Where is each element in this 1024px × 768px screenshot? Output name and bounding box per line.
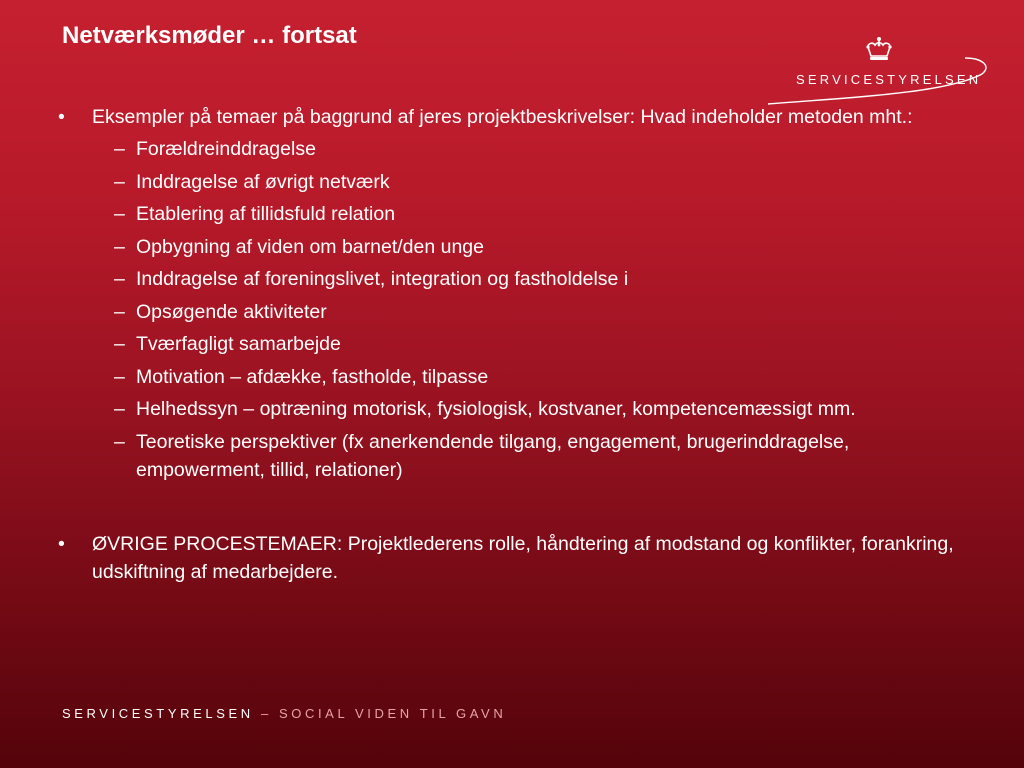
sub-item [58,330,958,358]
bullet-marker: • [58,532,65,555]
sub-list [58,135,958,484]
sub-item [58,135,958,163]
dash-marker: – [114,398,125,420]
sub-item-text: Inddragelse af foreningslivet, integration og fastholdelse i [136,268,629,290]
sub-item-text: Motivation – afdække, fastholde, tilpasse [136,365,489,388]
logo-text: SERVICESTYRELSEN [796,72,982,87]
sub-item [58,363,958,391]
sub-item-text: Forældreinddragelse [136,138,316,160]
dash-marker: – [114,170,125,193]
sub-item-text: Opsøgende aktiviteter [136,300,327,323]
bullet-item-2 [58,530,958,586]
sub-item [58,200,958,228]
sub-item [58,428,958,484]
sub-item-text: Teoretiske perspektiver (fx anerkendende tilgang, engagement, brugerinddragelse, empowerment, tillid, relationer) [136,430,850,481]
dash-marker: – [114,430,125,453]
sub-item [58,298,958,326]
sub-item-text: Etablering af tillidsfuld relation [136,203,396,225]
sub-item-text: Inddragelse af øvrigt netværk [136,170,390,193]
footer-tagline: – SOCIAL VIDEN TIL GAVN [253,706,507,721]
sub-item [58,233,958,261]
servicestyrelsen-logo [760,36,990,106]
dash-marker: – [114,235,125,258]
dash-marker: – [114,300,125,323]
crown-icon [864,36,894,66]
sub-item [58,168,958,196]
slide-title: Netværksmøder … fortsat [62,22,357,49]
dash-marker: – [114,333,125,355]
dash-marker: – [114,365,125,388]
sub-item-text: Opbygning af viden om barnet/den unge [136,235,485,258]
dash-marker: – [114,138,125,160]
bullet-item-1 [58,103,958,131]
bullet-marker: • [58,106,65,128]
sub-item [58,265,958,293]
footer-org: SERVICESTYRELSEN [62,706,254,721]
sub-item-text: Tværfagligt samarbejde [136,333,341,355]
bullet-text: Eksempler på temaer på baggrund af jeres projektbeskrivelser: Hvad indeholder metoden mht.: [92,106,913,128]
slide-content [58,103,958,586]
sub-item-text: Helhedssyn – optræning motorisk, fysiologisk, kostvaner, kompetencemæssigt mm. [136,398,856,420]
dash-marker: – [114,268,125,290]
bullet-text: ØVRIGE PROCESTEMAER: Projektlederens rolle, håndtering af modstand og konflikter, forankring, udskiftning af medarbejdere. [92,532,954,583]
sub-item [58,395,958,423]
dash-marker: – [114,203,125,225]
footer [62,706,506,721]
